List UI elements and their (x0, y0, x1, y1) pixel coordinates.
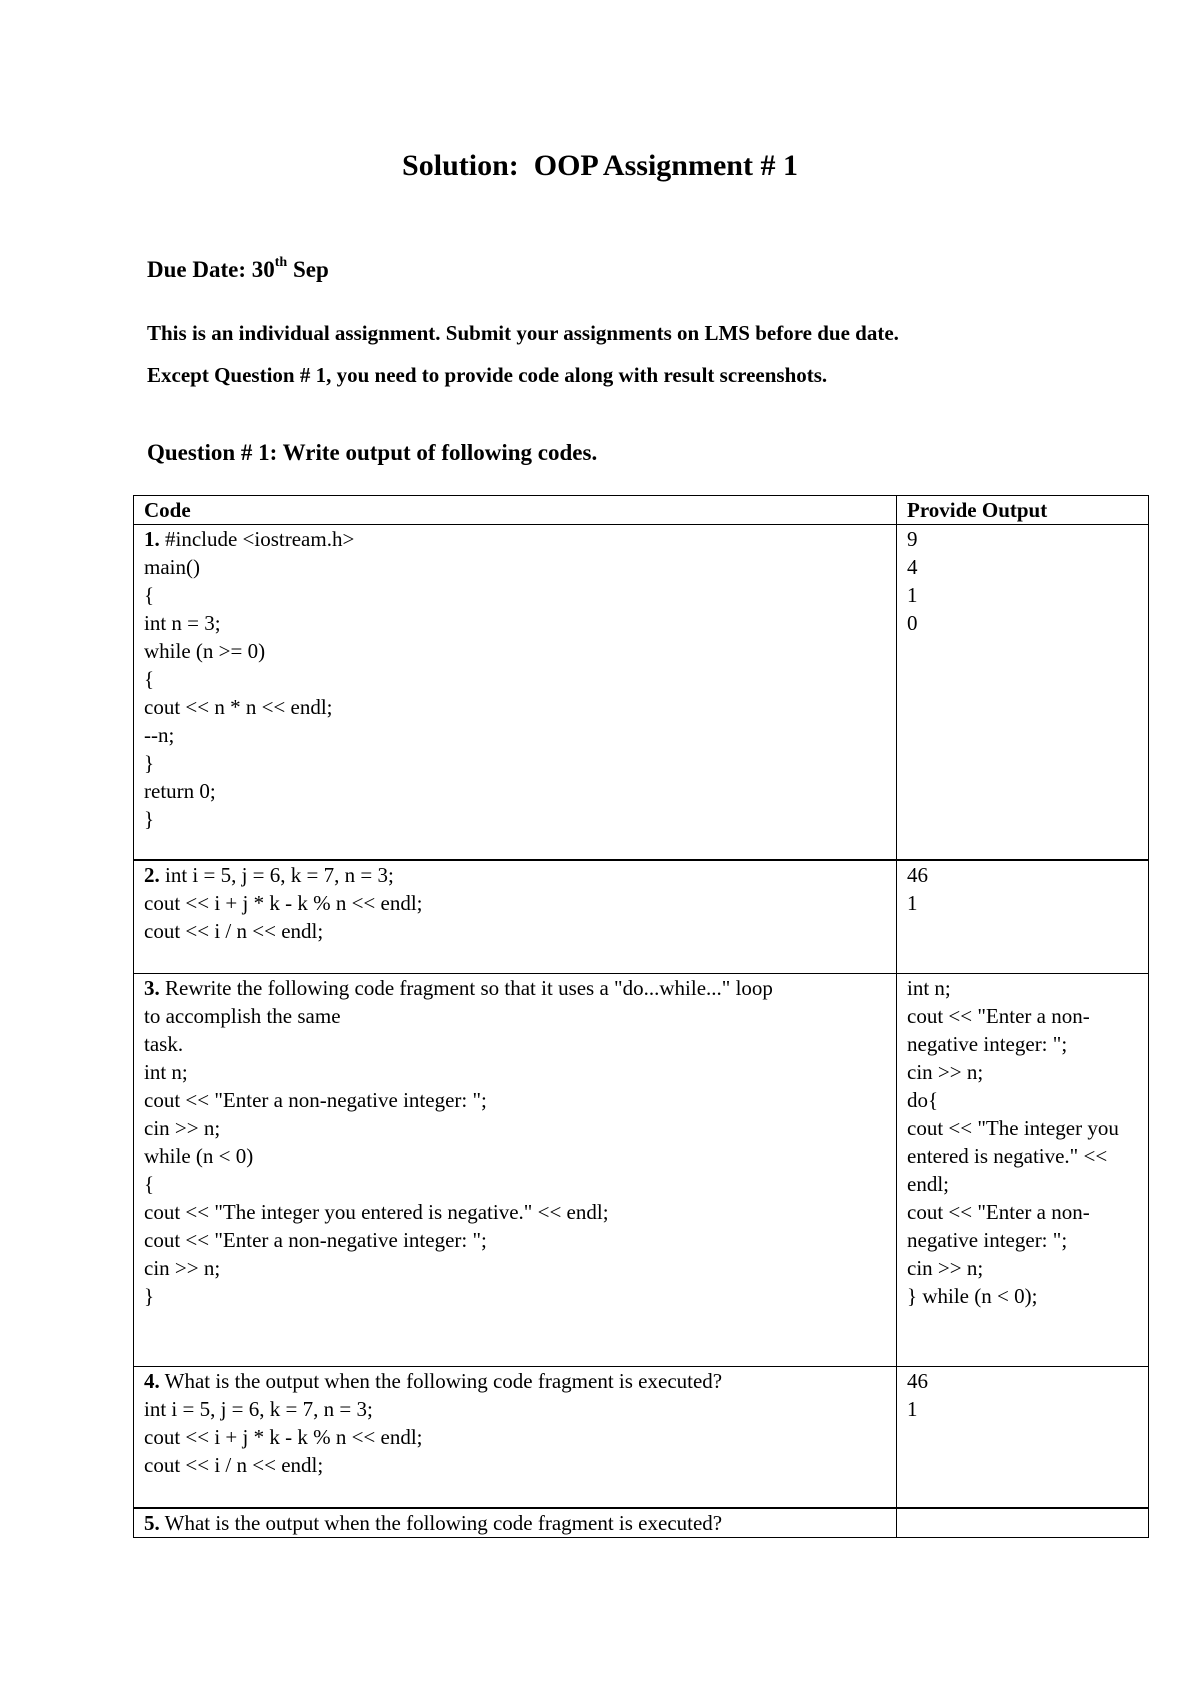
code-line: { (144, 1172, 155, 1196)
table-header-row (134, 496, 1149, 525)
code-line: cout << "Enter a non-negative integer: "; (144, 1228, 487, 1252)
code-text: What is the output when the following code fragment is executed? (159, 1369, 723, 1393)
code-line: cin >> n; (144, 1116, 221, 1140)
code-text: Rewrite the following code fragment so that it uses a "do...while..." loop (159, 976, 773, 1000)
instruction-individual-assignment: This is an individual assignment. Submit your assignments on LMS before due date. (147, 321, 899, 345)
code-text: #include <iostream.h> (159, 527, 355, 551)
due-date-label: Due Date: 30 (147, 257, 275, 282)
output-cell (897, 1508, 1149, 1538)
question-1-heading: Question # 1: Write output of following codes. (147, 440, 598, 465)
question-number: 5. (144, 1511, 160, 1535)
question-number: 2. (144, 863, 160, 887)
code-cell (134, 525, 897, 861)
code-line: cout << "Enter a non-negative integer: "; (144, 1088, 487, 1112)
code-line: int n; (144, 1060, 188, 1084)
question-number: 4. (144, 1369, 160, 1393)
output-line: 46 (907, 863, 928, 887)
code-line: { (144, 667, 155, 691)
code-text: int i = 5, j = 6, k = 7, n = 3; (159, 863, 394, 887)
code-line: } (144, 807, 155, 831)
code-cell (134, 860, 897, 974)
output-line: cin >> n; (907, 1060, 984, 1084)
output-line: cout << "The integer you entered is negative." << endl; (907, 1116, 1119, 1196)
code-line (144, 525, 886, 553)
code-line: task. (144, 1032, 184, 1056)
output-line: 46 (907, 1369, 928, 1393)
output-line: cout << "Enter a non-negative integer: "; (907, 1200, 1090, 1252)
output-cell (897, 860, 1149, 974)
code-line: int n = 3; (144, 611, 221, 635)
code-line: cout << "The integer you entered is negative." << endl; (144, 1200, 609, 1224)
code-line: return 0; (144, 779, 216, 803)
code-line (144, 861, 886, 889)
table-row (134, 1367, 1149, 1509)
question-number: 3. (144, 976, 160, 1000)
table-row (134, 525, 1149, 861)
output-line: int n; (907, 976, 951, 1000)
output-column-header: Provide Output (897, 496, 1149, 525)
code-line: main() (144, 555, 200, 579)
due-date-superscript: th (274, 255, 288, 271)
instruction-code-screenshots: Except Question # 1, you need to provide code along with result screenshots. (147, 363, 828, 387)
code-line (144, 974, 886, 1002)
table-row (134, 860, 1149, 974)
output-line: 0 (907, 611, 918, 635)
code-line: int i = 5, j = 6, k = 7, n = 3; (144, 1397, 373, 1421)
code-line: cout << n * n << endl; (144, 695, 333, 719)
output-cell (897, 525, 1149, 861)
output-line: 4 (907, 555, 918, 579)
page-title: Solution: OOP Assignment # 1 (402, 149, 798, 182)
code-line (144, 1367, 886, 1395)
code-line: cout << i + j * k - k % n << endl; (144, 891, 423, 915)
output-line: do{ (907, 1088, 939, 1112)
output-line: 1 (907, 583, 918, 607)
output-line: 1 (907, 1397, 918, 1421)
code-line: --n; (144, 723, 175, 747)
code-cell (134, 1508, 897, 1538)
due-date-suffix: Sep (287, 257, 329, 282)
code-cell (134, 1367, 897, 1509)
code-line: cout << i / n << endl; (144, 1453, 324, 1477)
answer-table (133, 495, 1149, 1538)
output-line: 9 (907, 527, 918, 551)
code-line: } (144, 1284, 155, 1308)
code-column-header: Code (134, 496, 897, 525)
code-line: cin >> n; (144, 1256, 221, 1280)
code-text: What is the output when the following code fragment is executed? (159, 1511, 723, 1535)
code-line: to accomplish the same (144, 1004, 341, 1028)
code-line: while (n >= 0) (144, 639, 266, 663)
due-date (147, 256, 329, 284)
code-cell (134, 974, 897, 1367)
code-line: cout << i + j * k - k % n << endl; (144, 1425, 423, 1449)
output-line: cout << "Enter a non-negative integer: "; (907, 1004, 1090, 1056)
output-line: cin >> n; (907, 1256, 984, 1280)
code-line (144, 1509, 886, 1537)
code-line: while (n < 0) (144, 1144, 254, 1168)
table-row (134, 974, 1149, 1367)
output-line: 1 (907, 891, 918, 915)
question-number: 1. (144, 527, 160, 551)
code-line: cout << i / n << endl; (144, 919, 324, 943)
output-cell (897, 974, 1149, 1367)
code-line: } (144, 751, 155, 775)
table-row (134, 1508, 1149, 1538)
output-cell (897, 1367, 1149, 1509)
code-line: { (144, 583, 155, 607)
output-line: } while (n < 0); (907, 1284, 1038, 1308)
